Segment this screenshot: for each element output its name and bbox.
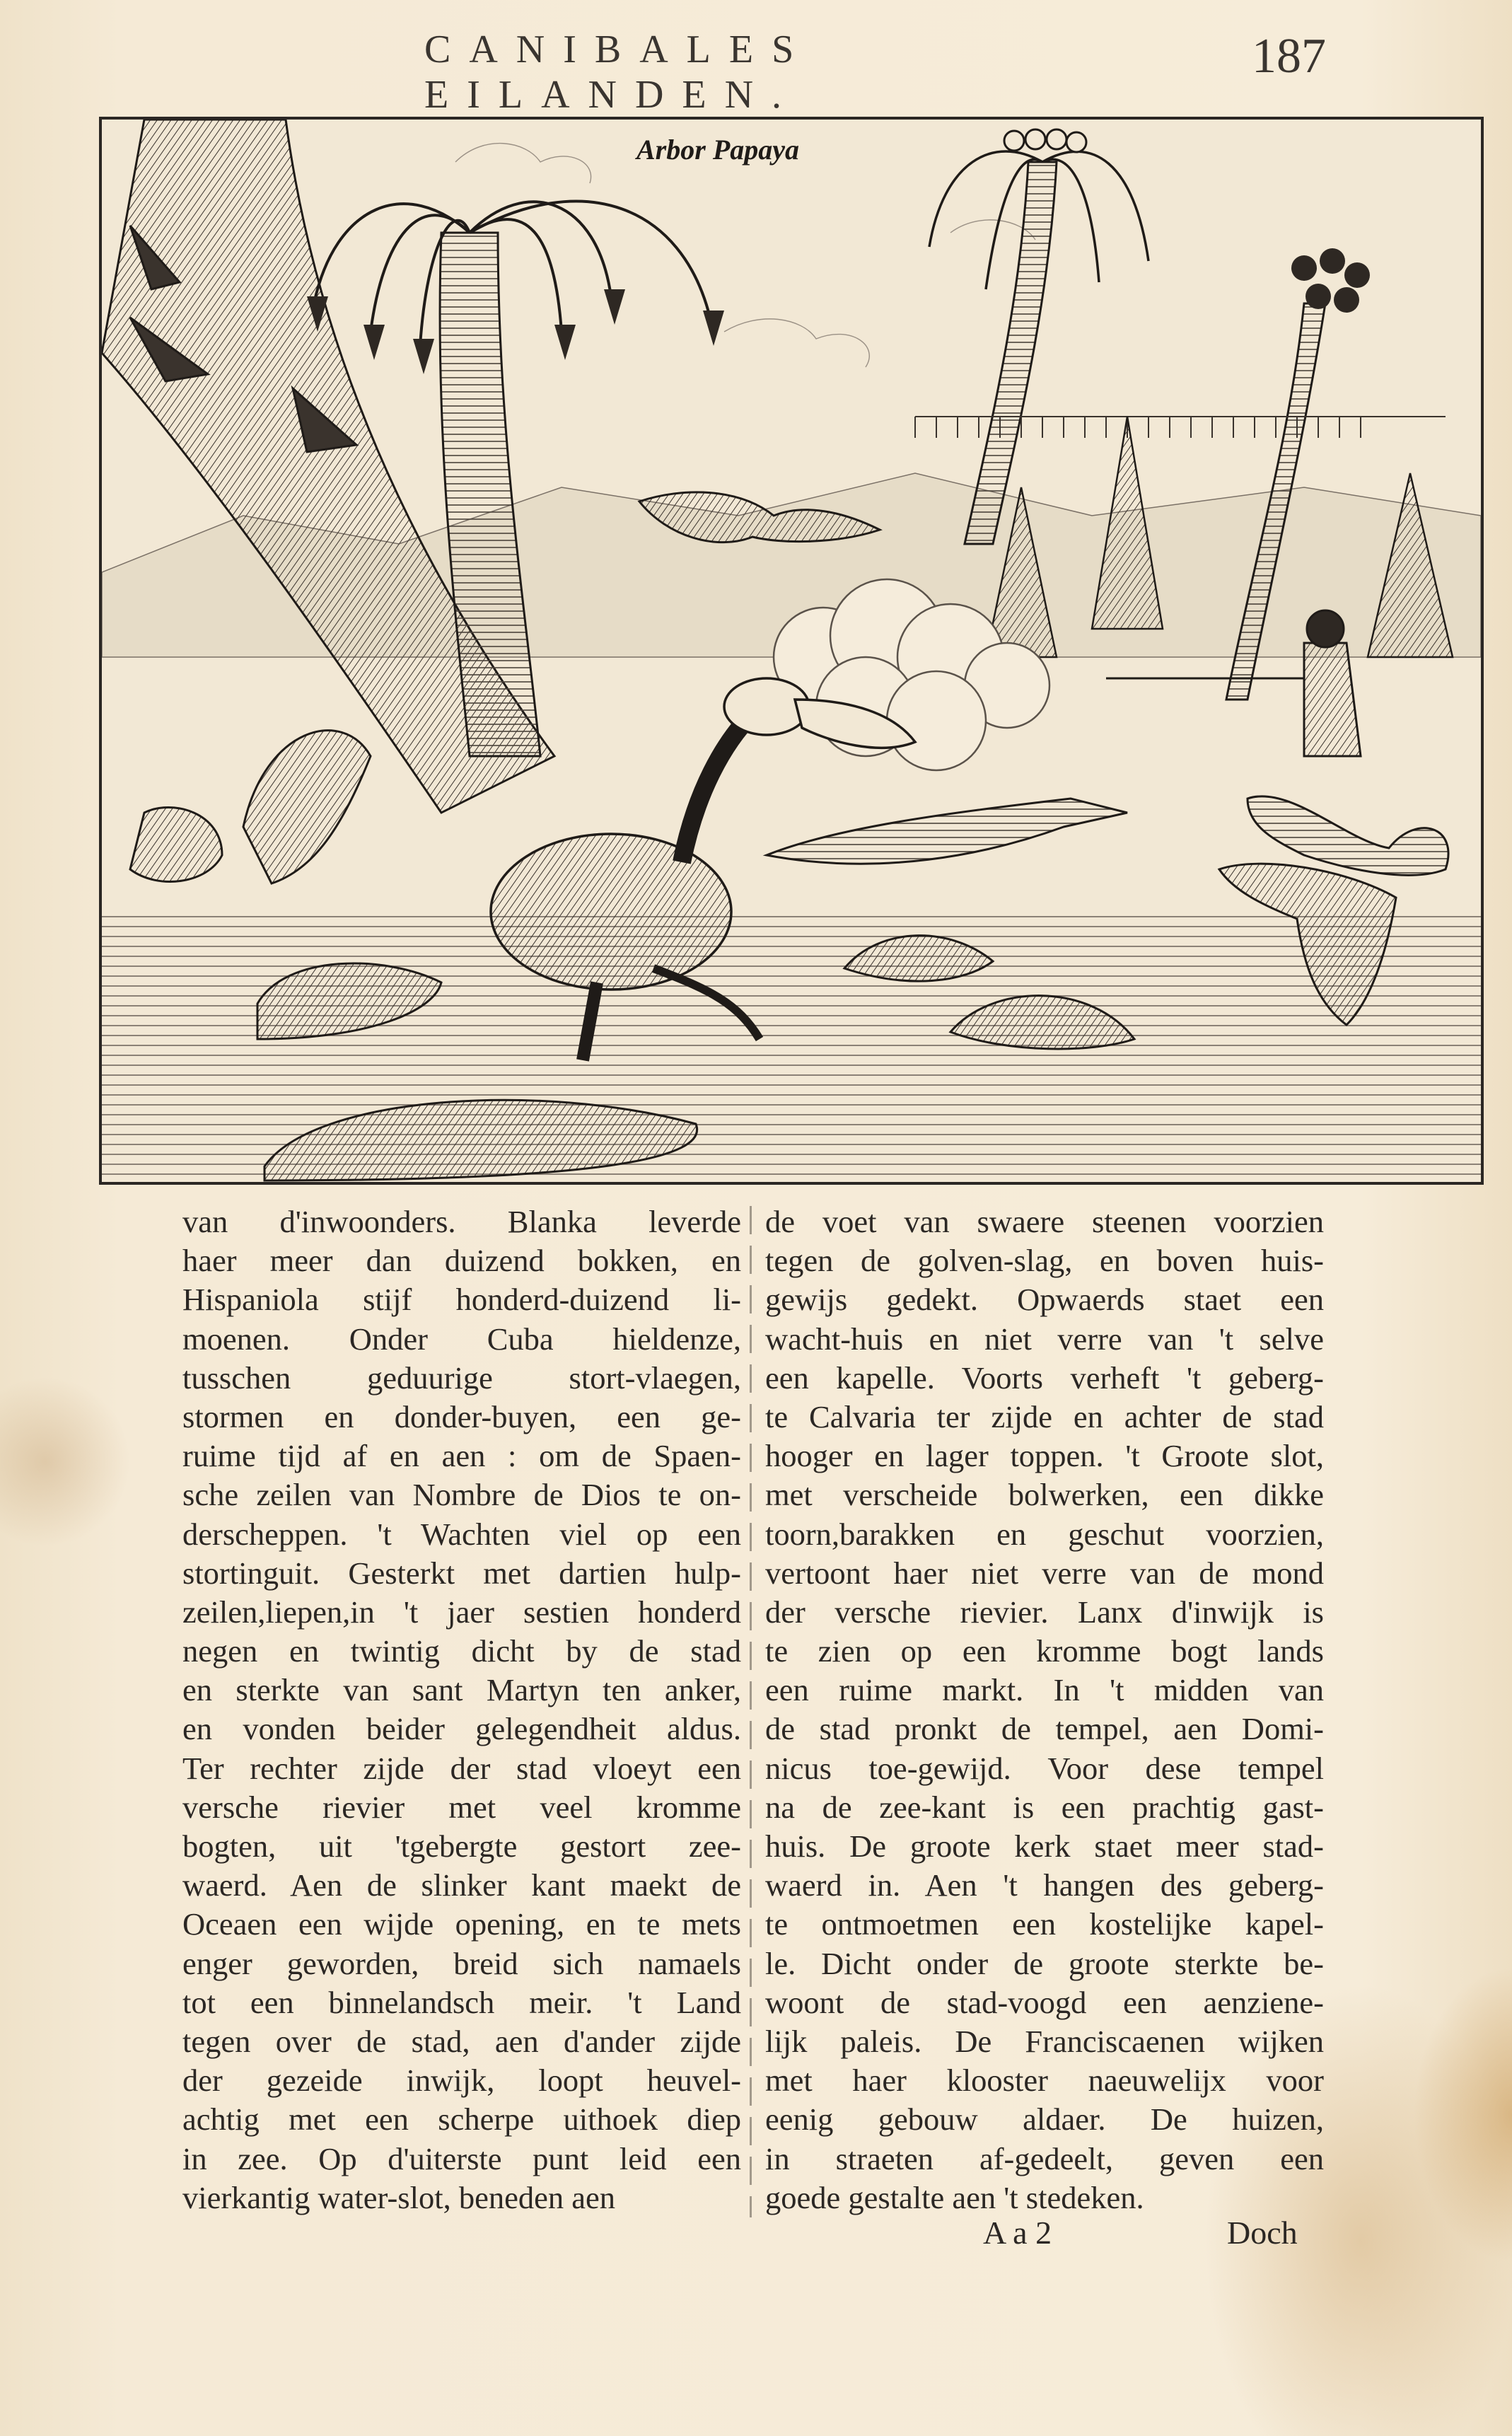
text-line: toorn,barakken en geschut voorzien, bbox=[765, 1516, 1324, 1552]
text-line: versche rievier met veel kromme bbox=[182, 1789, 741, 1825]
text-line: negen en twintig dicht by de stad bbox=[182, 1633, 741, 1669]
text-line: der versche rievier. Lanx d'inwijk is bbox=[765, 1594, 1324, 1630]
text-line: Ter rechter zijde der stad vloeyt een bbox=[182, 1750, 741, 1786]
text-line: waerd. Aen de slinker kant maekt de bbox=[182, 1867, 741, 1903]
text-line: vierkantig water-slot, beneden aen bbox=[182, 2179, 615, 2215]
catchword: Doch bbox=[1227, 2215, 1298, 2251]
text-line: hooger en lager toppen. 't Groote slot, bbox=[765, 1438, 1324, 1474]
engraving-illustration bbox=[99, 117, 1484, 1185]
text-line: zeilen,liepen,in 't jaer sestien honderd bbox=[182, 1594, 741, 1630]
text-line: achtig met een scherpe uithoek diep bbox=[182, 2101, 741, 2138]
text-line: gewijs gedekt. Opwaerds staet een bbox=[765, 1282, 1324, 1318]
text-line: der gezeide inwijk, loopt heuvel- bbox=[182, 2063, 741, 2099]
text-line: waerd in. Aen 't hangen des geberg- bbox=[765, 1867, 1324, 1903]
text-line: tegen over de stad, aen d'ander zijde bbox=[182, 2023, 741, 2059]
signature-mark: A a 2 bbox=[983, 2215, 1052, 2251]
text-column-left bbox=[182, 1202, 741, 2217]
text-line: te ontmoetmen een kostelijke kapel- bbox=[765, 1906, 1324, 1942]
text-line: na de zee-kant is een prachtig gast- bbox=[765, 1789, 1324, 1825]
text-line: met haer klooster naeuwelijx voor bbox=[765, 2063, 1324, 2099]
text-line: enger geworden, breid sich namaels bbox=[182, 1945, 741, 1981]
text-line: en vonden beider gelegendheit aldus. bbox=[182, 1711, 741, 1747]
illustration-caption: Arbor Papaya bbox=[636, 134, 799, 166]
text-line: lijk paleis. De Franciscaenen wijken bbox=[765, 2023, 1324, 2059]
text-line: een ruime markt. In 't midden van bbox=[765, 1672, 1324, 1708]
running-head: CANIBALES EILANDEN. bbox=[424, 28, 813, 117]
text-line: goede gestalte aen 't stedeken. bbox=[765, 2179, 1144, 2215]
text-line: vertoont haer niet verre van de mond bbox=[765, 1555, 1324, 1591]
text-line: Oceaen een wijde opening, en te mets bbox=[182, 1906, 741, 1942]
text-line: nicus toe-gewijd. Voor dese tempel bbox=[765, 1750, 1324, 1786]
text-line: wacht-huis en niet verre van 't selve bbox=[765, 1321, 1324, 1357]
text-line: in zee. Op d'uiterste punt leid een bbox=[182, 2140, 741, 2176]
text-line: te zien op een kromme bogt lands bbox=[765, 1633, 1324, 1669]
text-line: Hispaniola stijf honderd-duizend li- bbox=[182, 1282, 741, 1318]
text-line: de stad pronkt de tempel, aen Domi- bbox=[765, 1711, 1324, 1747]
text-line: ruime tijd af en aen : om de Spaen- bbox=[182, 1438, 741, 1474]
paper-stain bbox=[1413, 1966, 1512, 2263]
text-line: haer meer dan duizend bokken, en bbox=[182, 1243, 741, 1279]
column-divider bbox=[750, 1206, 752, 2217]
text-line: een kapelle. Voorts verheft 't geberg- bbox=[765, 1359, 1324, 1396]
engraving-drawing bbox=[102, 120, 1481, 1182]
text-line: te Calvaria ter zijde en achter de stad bbox=[765, 1398, 1324, 1434]
text-line: tot een binnelandsch meir. 't Land bbox=[182, 1984, 741, 2020]
text-line: met verscheide bolwerken, een dikke bbox=[765, 1477, 1324, 1513]
text-line: en sterkte van sant Martyn ten anker, bbox=[182, 1672, 741, 1708]
text-line: moenen. Onder Cuba hieldenze, bbox=[182, 1321, 741, 1357]
text-line: huis. De groote kerk staet meer stad- bbox=[765, 1828, 1324, 1864]
text-line: eenig gebouw aldaer. De huizen, bbox=[765, 2101, 1324, 2138]
text-column-right bbox=[765, 1202, 1324, 2217]
text-line: de voet van swaere steenen voorzien bbox=[765, 1204, 1324, 1239]
text-line: stortinguit. Gesterkt met dartien hulp- bbox=[182, 1555, 741, 1591]
text-line: bogten, uit 'tgebergte gestort zee- bbox=[182, 1828, 741, 1864]
text-line: van d'inwoonders. Blanka leverde bbox=[182, 1204, 741, 1239]
text-line: sche zeilen van Nombre de Dios te on- bbox=[182, 1477, 741, 1513]
text-line: le. Dicht onder de groote sterkte be- bbox=[765, 1945, 1324, 1981]
text-line: tusschen geduurige stort-vlaegen, bbox=[182, 1359, 741, 1396]
text-line: derscheppen. 't Wachten viel op een bbox=[182, 1516, 741, 1552]
text-line: woont de stad-voogd een aenziene- bbox=[765, 1984, 1324, 2020]
text-line: in straeten af-gedeelt, geven een bbox=[765, 2140, 1324, 2176]
text-line: tegen de golven-slag, en boven huis- bbox=[765, 1243, 1324, 1279]
page-number: 187 bbox=[1252, 29, 1326, 83]
text-line: stormen en donder-buyen, een ge- bbox=[182, 1398, 741, 1434]
